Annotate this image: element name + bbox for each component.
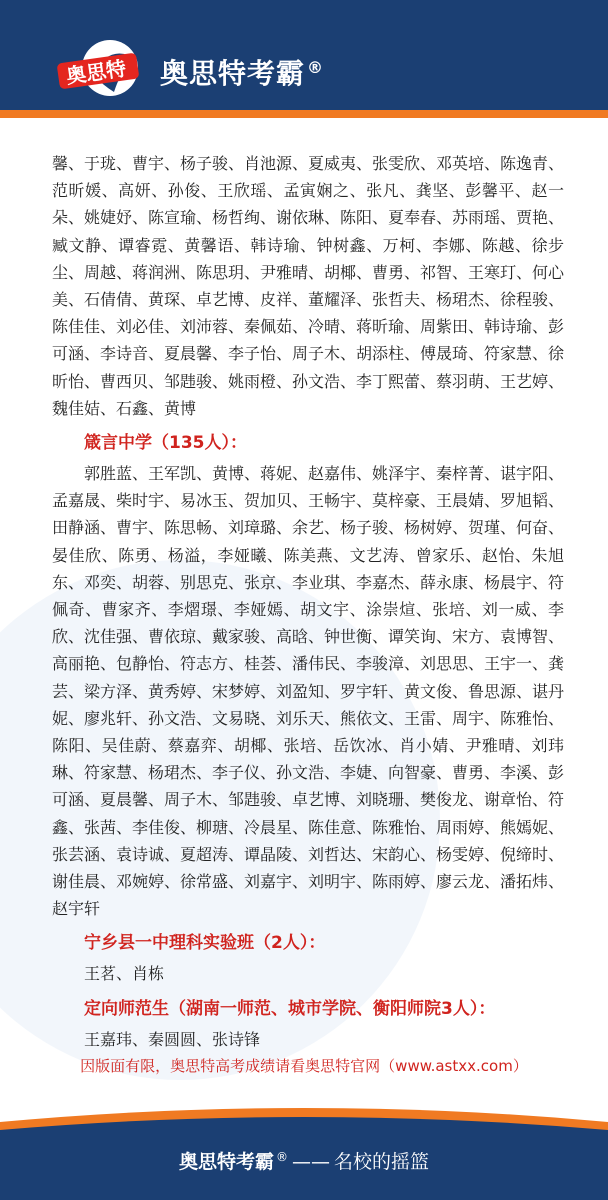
header-banner — [0, 0, 608, 118]
header-stripe — [0, 110, 608, 118]
registered-mark: ® — [307, 57, 325, 77]
footer-registered-mark: ® — [276, 1149, 288, 1164]
brand-logo — [52, 34, 152, 106]
footer-brand: 奥思特考霸 — [178, 1151, 274, 1173]
website-notice: 因版面有限，奥思特高考成绩请看奥思特官网（www.astxx.com） — [80, 1057, 528, 1075]
footer-dash: —— — [292, 1151, 330, 1173]
main-content — [52, 150, 564, 1053]
section-heading-ningxiang: 宁乡县一中理科实验班（2人）： — [84, 933, 326, 954]
logo-icon — [52, 34, 152, 106]
page-title-text: 奥思特考霸 — [160, 57, 306, 90]
section-names-normal-students: 王嘉玮、秦圆圆、张诗锋 — [84, 1029, 261, 1049]
page-title — [160, 52, 324, 92]
section-names-ningxiang: 王茗、肖栋 — [84, 964, 165, 984]
logo-text: 奥思特 — [64, 56, 128, 89]
section-heading-normal-students: 定向师范生（湖南一师范、城市学院、衡阳师院3人）： — [84, 998, 496, 1019]
top-name-list: 馨、于珑、曹宇、杨子骏、肖池源、夏威夷、张雯欣、邓英培、陈逸青、范昕媛、高妍、孙俊、王欣瑶、孟寅娴之、张凡、龚坚、彭馨平、赵一朵、姚婕妤、陈宣瑜、杨哲绚、谢依琳、陈阳、夏奉春、苏雨瑶、贾艳、臧文静、谭睿霓、黄馨语、韩诗瑜、钟树鑫、万柯、李娜、陈越、徐步尘、周越、蒋润洲、陈思玥、尹雅晴、胡椰、曹勇、祁智、王寒玎、何心美、石倩倩、黄琛、卓艺博、皮祥、董耀泽、张哲夫、杨珺杰、徐程骏、陈佳佳、刘必佳、刘沛蓉、秦佩茹、冷晴、蒋昕瑜、周紫田、韩诗瑜、彭可涵、李诗音、夏晨馨、李子怡、周子木、胡添柱、傅晟琦、符家慧、徐昕怡、曹西贝、邹韪骏、姚雨橙、孙文浩、李丁熙蕾、蔡羽萌、王艺婷、魏佳姞、石鑫、黄博 — [52, 154, 565, 418]
section-heading-zhenyan: 箴言中学（135人）： — [84, 433, 247, 454]
section-names-zhenyan: 郭胜蓝、王军凯、黄博、蒋妮、赵嘉伟、姚泽宇、秦梓菁、谌宇阳、孟嘉晟、柴时宇、易冰玉、贺加贝、王畅宇、莫梓豪、王晨婧、罗旭韬、田静涵、曹宇、陈思畅、刘璋璐、余艺、杨子骏、杨树婷、贺瑾、何奋、晏佳欣、陈勇、杨溢，李娅曦、陈美燕、文艺涛、曾家乐、赵怡、朱旭东、邓奕、胡蓉、别思克、张京、李业琪、李嘉杰、薛永康、杨晨宇、符佩奇、曹家齐、李熠璟、李娅嫣、胡文宇、涂崇煊、张培、刘一威、李欣、沈佳强、曹依琼、戴家骏、高晗、钟世衡、谭笑询、宋方、袁博智、高丽艳、包静怡、符志方、桂荟、潘伟民、李骏漳、刘思思、王宇一、龚芸、梁方泽、黄秀婷、宋梦婷、刘盈知、罗宇轩、黄文俊、鲁思源、谌丹妮、廖兆轩、孙文浩、文易晓、刘乐天、熊依文、王雷、周宇、陈雅怡、陈阳、吴佳蔚、蔡嘉弈、胡椰、张培、岳饮冰、肖小婧、尹雅晴、刘玮琳、符家慧、杨珺杰、李子仪、孙文浩、李婕、向智豪、曹勇、李溪、彭可涵、夏晨馨、周子木、邹韪骏、卓艺博、刘晓珊、樊俊龙、谢章怡、符鑫、张茜、李佳俊、柳瑭、冷晨星、陈佳意、陈雅怡、周雨婷、熊嫣妮、张芸涵、袁诗诚、夏超涛、谭晶陵、刘哲达、宋韵心、杨雯婷、倪缔时、谢佳晨、邓婉婷、徐常盛、刘嘉宇、刘明宇、陈雨婷、廖云龙、潘拓炜、赵宇轩 — [52, 464, 565, 919]
footer-slogan — [0, 1147, 608, 1174]
footer-slogan-text: 名校的摇篮 — [334, 1151, 430, 1173]
